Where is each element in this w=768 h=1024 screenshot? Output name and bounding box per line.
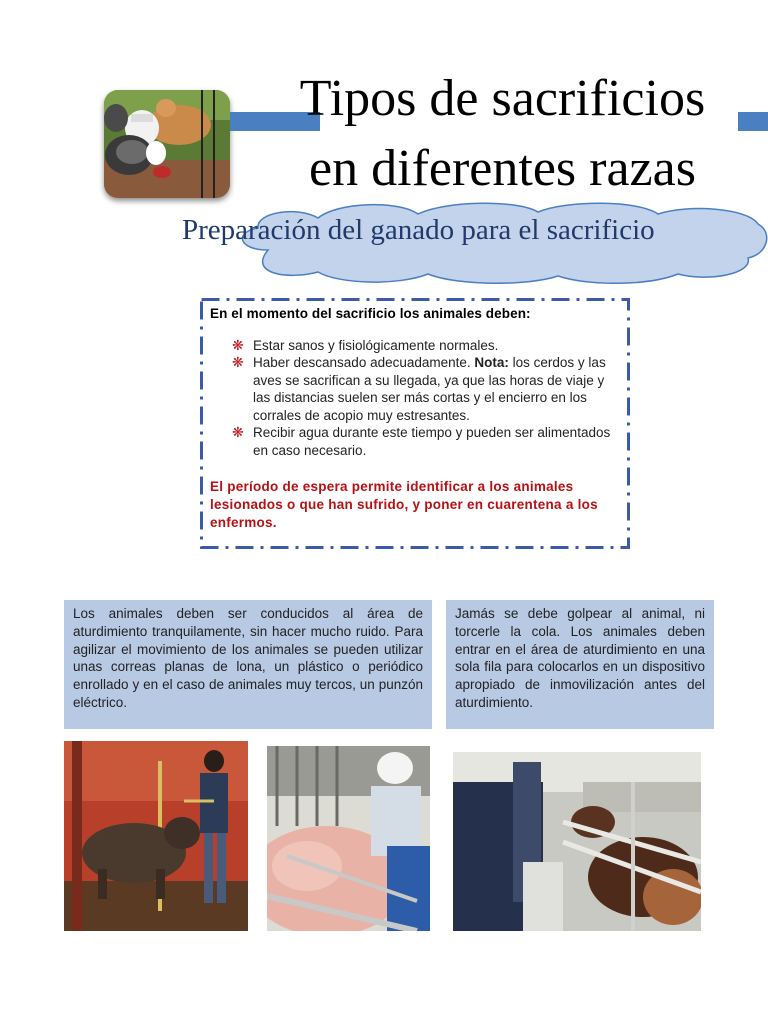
title-line-1: Tipos de sacrificios — [299, 70, 706, 127]
list-item — [232, 354, 616, 424]
page-title — [250, 64, 755, 204]
info-box-right: Jamás se debe golpear al animal, ni torcerle la cola. Los animales deben entrar en el área de aturdimiento en una sola fila para colocarlos en un dispositivo apropiado de inmovilización antes del aturdimiento. — [446, 600, 714, 729]
title-line-2: en diferentes razas — [309, 140, 696, 197]
chickens-photo — [104, 90, 230, 198]
bullet-text: Recibir agua durante este tiempo y pueden ser alimentados en caso necesario. — [253, 425, 611, 458]
subtitle: Preparación del ganado para el sacrificio — [182, 214, 655, 246]
bullet-text: Haber descansado adecuadamente. — [253, 355, 475, 370]
list-item — [232, 337, 616, 355]
star-bullet-icon: ❋ — [232, 424, 244, 440]
callout-heading: En el momento del sacrificio los animales deben: — [210, 306, 531, 321]
star-bullet-icon: ❋ — [232, 336, 244, 353]
pig-handling-photo — [267, 746, 430, 931]
bullet-text: Estar sanos y fisiológicamente normales. — [253, 337, 499, 353]
note-label: Nota: — [474, 355, 509, 370]
callout-list — [210, 337, 616, 460]
cattle-chute-photo — [453, 752, 701, 931]
callout-box — [210, 305, 616, 532]
star-bullet-icon: ❋ — [232, 354, 244, 370]
cattle-stunning-photo — [64, 741, 248, 931]
bullet-text-continued: los cerdos y las aves se sacrifican a su llegada, ya que las horas de viaje y las distancias suelen ser más cortas y el encierro en los corrales de acopio muy estresantes. — [253, 355, 606, 423]
list-item — [232, 424, 616, 459]
info-box-left: Los animales deben ser conducidos al área de aturdimiento tranquilamente, sin hacer mucho ruido. Para agilizar el movimiento de los animales se pueden utilizar unas correas planas de lona, un plástico o periódico enrollado y en el caso de animales muy tercos, un punzón eléctrico. — [64, 600, 432, 729]
callout-note: El período de espera permite identificar a los animales lesionados o que han sufrido, y poner en cuarentena a los enfermos. — [210, 479, 598, 530]
